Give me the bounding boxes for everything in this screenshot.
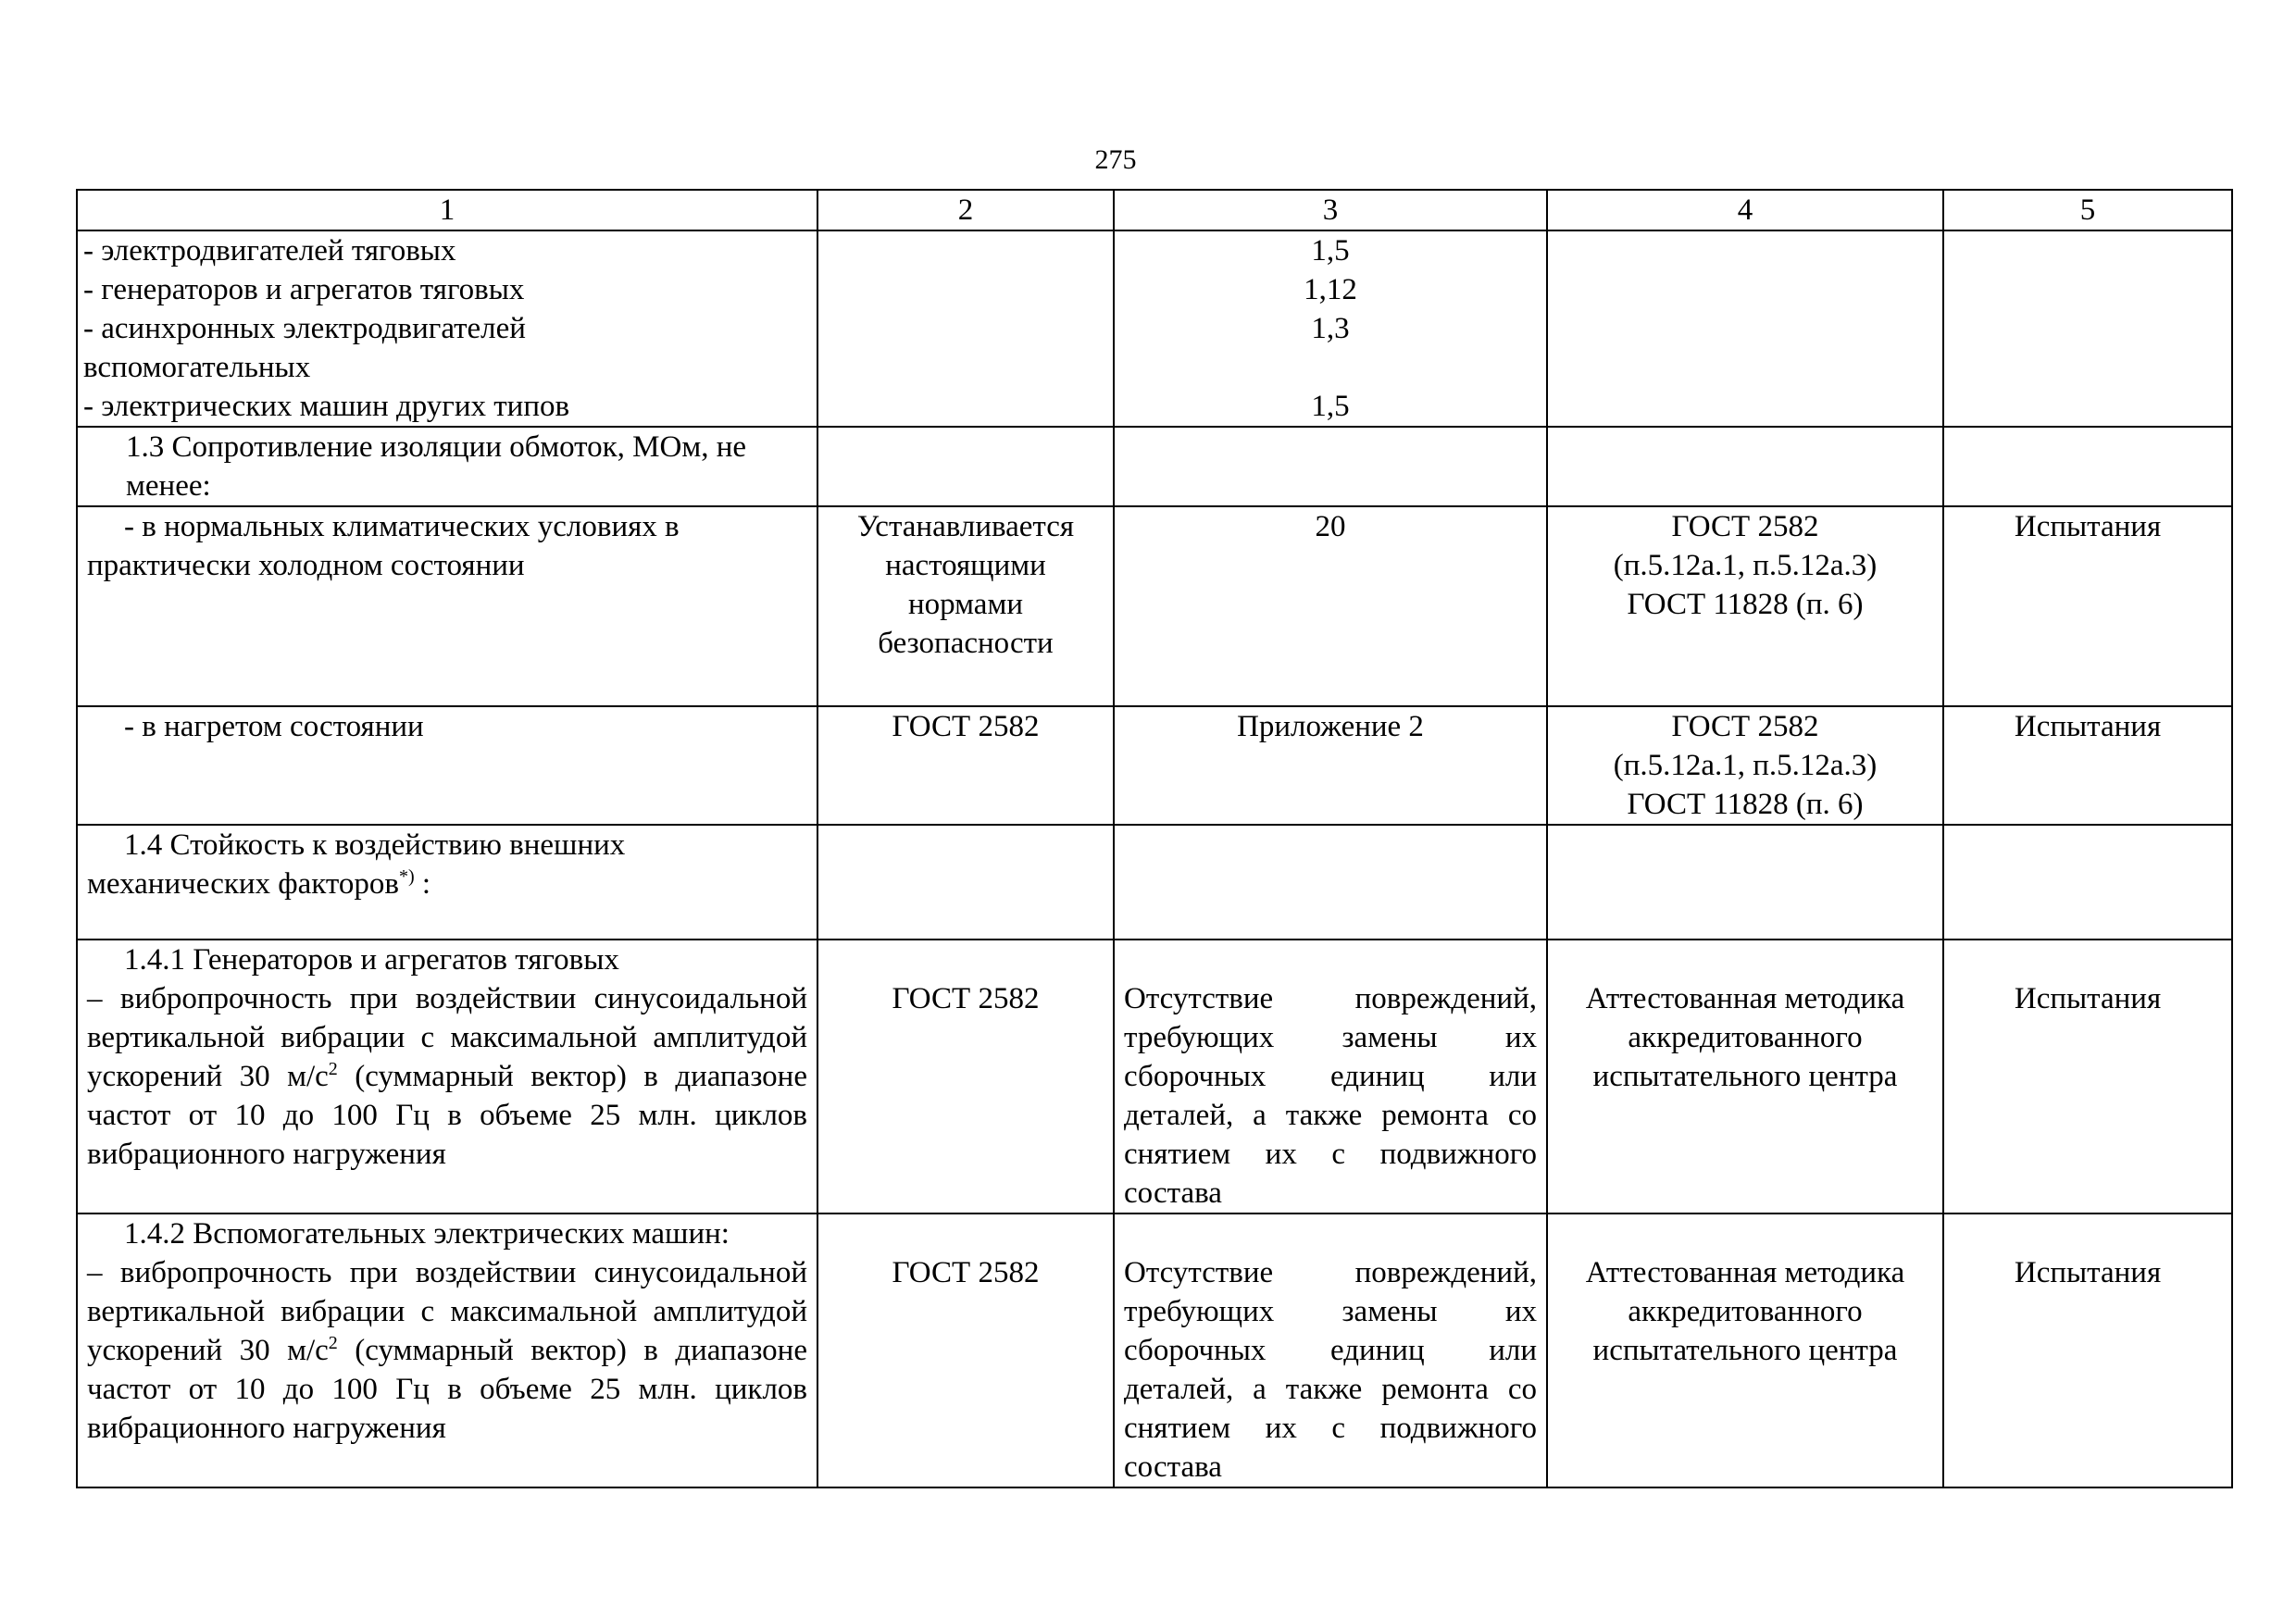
header-cell: 5 <box>1943 190 2232 230</box>
condition-cell: - в нагретом состоянии <box>77 706 817 825</box>
basis-cell <box>817 940 1114 1214</box>
table-row <box>77 706 2232 825</box>
table-row <box>77 427 2232 506</box>
requirement-title: 1.4.2 Вспомогательных электрических машин: <box>124 1217 730 1251</box>
section-title: 1.3 Сопротивление изоляции обмоток, МОм, не менее: <box>126 430 747 503</box>
standard-line: испытательного центра <box>1592 1334 1898 1367</box>
standard-line: ГОСТ 11828 (п. 6) <box>1627 788 1864 821</box>
list-item: - асинхронных электродвигателей <box>83 312 526 345</box>
requirement-cell <box>77 940 817 1214</box>
section-title-cell <box>77 427 817 506</box>
empty-cell <box>1943 825 2232 940</box>
coefficient-value: 1,12 <box>1304 273 1357 306</box>
header-cell: 2 <box>817 190 1114 230</box>
header-cell: 4 <box>1547 190 1943 230</box>
list-item: вспомогательных <box>83 351 311 384</box>
requirement-text <box>87 1253 807 1448</box>
method-cell <box>1943 940 2232 1214</box>
section-title: 1.4 Стойкость к воздействию внешних <box>124 828 626 862</box>
section-title-text: механических факторов <box>87 867 399 901</box>
requirement-title: 1.4.1 Генераторов и агрегатов тяговых <box>124 943 619 977</box>
criteria-cell <box>1114 1214 1547 1487</box>
table-row <box>77 825 2232 940</box>
standard-cell <box>1547 706 1943 825</box>
list-item: - электродвигателей тяговых <box>83 234 456 268</box>
value-cell: Приложение 2 <box>1114 706 1547 825</box>
standard-line: ГОСТ 11828 (п. 6) <box>1627 588 1864 621</box>
empty-cell <box>817 427 1114 506</box>
coefficient-value: 1,5 <box>1311 234 1350 268</box>
condition-cell: - в нормальных климатических условиях в практически холодном состоянии <box>77 506 817 706</box>
method-cell: Испытания <box>1943 706 2232 825</box>
value-cell: 20 <box>1114 506 1547 706</box>
table-header-row <box>77 190 2232 230</box>
coefficient-value: 1,3 <box>1311 312 1350 345</box>
basis-line: ГОСТ 2582 <box>892 1256 1040 1289</box>
criteria-cell <box>1114 940 1547 1214</box>
section-title-cell <box>77 825 817 940</box>
table-row <box>77 230 2232 427</box>
standard-line: ГОСТ 2582 <box>1671 710 1819 743</box>
standard-line: аккредитованного <box>1628 1021 1863 1054</box>
empty-cell <box>817 825 1114 940</box>
basis-cell: ГОСТ 2582 <box>817 706 1114 825</box>
list-item: - электрических машин других типов <box>83 390 570 423</box>
empty-cell <box>1114 825 1547 940</box>
header-cell: 1 <box>77 190 817 230</box>
criteria-text: Отсутствие повреждений, требующих замены их сборочных единиц или деталей, а также ремонта со снятием их с подвижного состава <box>1124 1256 1537 1484</box>
requirement-text-b: (суммарный вектор) в диапазоне частот от 10 до 100 Гц в объеме 25 млн. циклов вибрационного нагружения <box>87 1334 807 1445</box>
superscript: 2 <box>328 1333 338 1353</box>
basis-cell <box>817 1214 1114 1487</box>
standard-line: Аттестованная методика <box>1585 982 1905 1015</box>
standard-cell <box>1547 506 1943 706</box>
machine-types-cell <box>77 230 817 427</box>
requirement-text-a: – вибропрочность при воздействии синусоидальной вертикальной вибрации с максимальной амплитудой ускорений 30 м/с <box>87 1256 807 1367</box>
coefficient-value: 1,5 <box>1311 390 1350 423</box>
empty-cell <box>1547 427 1943 506</box>
section-title-tail: : <box>414 867 431 901</box>
criteria-text: Отсутствие повреждений, требующих замены их сборочных единиц или деталей, а также ремонта со снятием их с подвижного состава <box>1124 982 1537 1210</box>
standard-line: ГОСТ 2582 <box>1671 510 1819 543</box>
list-item: - генераторов и агрегатов тяговых <box>83 273 525 306</box>
standard-line: Аттестованная методика <box>1585 1256 1905 1289</box>
basis-line: Устанавливается <box>856 510 1075 543</box>
section-title-cont <box>87 865 807 903</box>
empty-cell <box>1943 427 2232 506</box>
requirement-cell <box>77 1214 817 1487</box>
method-text: Испытания <box>2014 982 2162 1015</box>
header-cell: 3 <box>1114 190 1547 230</box>
method-cell: Испытания <box>1943 506 2232 706</box>
standard-line: (п.5.12а.1, п.5.12а.3) <box>1613 749 1878 782</box>
method-text: Испытания <box>2014 1256 2162 1289</box>
requirements-table <box>76 189 2233 1488</box>
table-row <box>77 940 2232 1214</box>
coefficient-cell <box>1114 230 1547 427</box>
requirement-text <box>87 979 807 1174</box>
standard-line: (п.5.12а.1, п.5.12а.3) <box>1613 549 1878 582</box>
page-number: 275 <box>1094 144 1137 175</box>
basis-line: нормами <box>907 588 1023 621</box>
basis-line: настоящими <box>885 549 1046 582</box>
basis-line: безопасности <box>878 627 1054 660</box>
table-row <box>77 1214 2232 1487</box>
empty-cell <box>817 230 1114 427</box>
table-row <box>77 506 2232 706</box>
requirement-text-b: (суммарный вектор) в диапазоне частот от 10 до 100 Гц в объеме 25 млн. циклов вибрационного нагружения <box>87 1060 807 1171</box>
basis-line: ГОСТ 2582 <box>892 982 1040 1015</box>
empty-cell <box>1114 427 1547 506</box>
superscript: 2 <box>328 1059 338 1079</box>
empty-cell <box>1943 230 2232 427</box>
standard-cell <box>1547 1214 1943 1487</box>
method-cell <box>1943 1214 2232 1487</box>
standard-line: испытательного центра <box>1592 1060 1898 1093</box>
standard-line: аккредитованного <box>1628 1295 1863 1328</box>
footnote-mark: *) <box>398 866 415 887</box>
basis-cell <box>817 506 1114 706</box>
empty-cell <box>1547 825 1943 940</box>
empty-cell <box>1547 230 1943 427</box>
requirement-text-a: – вибропрочность при воздействии синусоидальной вертикальной вибрации с максимальной амплитудой ускорений 30 м/с <box>87 982 807 1093</box>
standard-cell <box>1547 940 1943 1214</box>
